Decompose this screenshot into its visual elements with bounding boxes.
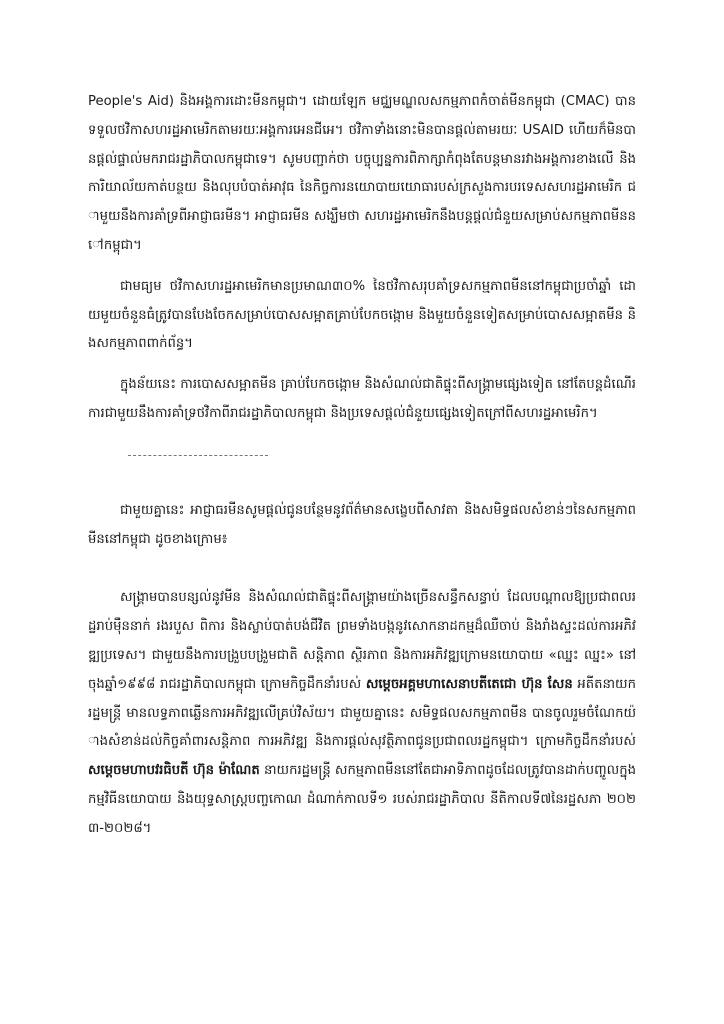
document-body [88,88,636,856]
background-text-2: អតីតនាយករដ្ឋមន្ត្រី មានលទ្ធភាពឆ្លើនការអភិវឌ្ឍលើគ្រប់វិស័យ។ ជាមួយគ្នានេះ សមិទ្ធផលសកម្មភាពមីន បានចូលរួមចំណែកយ៉ាងសំខាន់ដល់កិច្ចគាំពារសន្តិភាព ការអភិវឌ្ឍ និងការផ្តល់សុវត្ថិភាពជូនប្រជាពលរដ្ឋកម្ពុជា។ ក្រោមកិច្ចដឹកនាំរបស់ [88,676,636,750]
separator [88,441,636,497]
dashed-divider [128,455,268,456]
paragraph-summary-intro: ជាមួយគ្នានេះ អាជ្ញាធរមីនសូមផ្តល់ជូនបន្ថែមនូវព័ត៌មានសង្ខេបពីសាវតា និងសមិទ្ធផលសំខាន់ៗនៃសកម្មភាពមីននៅកម្ពុជា ដូចខាងក្រោម៖ [88,502,636,547]
paragraph-usaid-funding: People's Aid) និងអង្គការដោះមីនកម្ពុជា។ ដោយឡែក មជ្ឈមណ្ឌលសកម្មភាពកំចាត់មីនកម្ពុជា (CMAC) បានទទួលថវិកាសហរដ្ឋអាមេរិកតាមរយៈអង្គការអេនជីអេ។ ថវិកាទាំងនោះមិនបានផ្តល់តាមរយៈ USAID ហើយក៏មិនបានផ្តល់ផ្ទាល់មករាជរដ្ឋាភិបាលកម្ពុជាទេ។ សូមបញ្ជាក់ថា បច្ចុប្បន្នការពិភាក្សាកំពុងតែបន្តមានរវាងអង្គការខាងលើ និងការិយាល័យកាត់បន្ថយ និងលុបបំបាត់អាវុធ នៃកិច្ចការនយោបាយយោធារបស់ក្រសួងការបរទេសសហរដ្ឋអាមេរិក ជាមួយនឹងការគាំទ្រពីអាជ្ញាធរមីន។ អាជ្ញាធរមីន សង្ឃឹមថា សហរដ្ឋអាមេរិកនឹងបន្តផ្តល់ជំនួយសម្រាប់សកម្មភាពមីននៅកម្ពុជា។ [88,94,636,253]
leader-name-2: សម្តេចមហាបវរធិបតី ហ៊ុន ម៉ាណែត [88,763,260,779]
leader-name-1: សម្តេចអគ្គមហាសេនាបតីតេជោ ហ៊ុន សែន [365,676,573,692]
paragraph-budget-share: ជាមធ្យម ថវិកាសហរដ្ឋអាមេរិកមានប្រមាណ៣០% នៃថវិកាសរុបគាំទ្រសកម្មភាពមីននៅកម្ពុជាប្រចាំឆ្នាំ ដោយមួយចំនួនធំត្រូវបានបែងចែកសម្រាប់បោសសម្អាតគ្រាប់បែកចង្កោម និងមួយចំនួនទៀតសម្រាប់បោសសម្អាតមីន និងសកម្មភាពពាក់ព័ន្ធ។ [88,278,636,352]
paragraph-background-achievements [88,584,636,843]
background-text-1: សង្គ្រាមបានបន្សល់នូវមីន និងសំណល់ជាតិផ្ទុះពីសង្គ្រាមយ៉ាងច្រើនសន្ធឹកសន្ធាប់ ដែលបណ្តាលឱ្យប្រជាពលរដ្ឋរាប់ម៉ឺននាក់ រងរបួស ពិការ និងស្លាប់បាត់បង់ជីវិត ព្រមទាំងបង្កនូវសោកនាដកម្មដ៏ឈឺចាប់ និងរាំងស្ទះដល់ការអភិវឌ្ឍប្រទេស។ ជាមួយនឹងការបង្រួបបង្រួមជាតិ សន្តិភាព ស្ថិរភាព និងការអភិវឌ្ឍក្រោមនយោបាយ «ឈ្នះ ឈ្នះ» នៅចុងឆ្នាំ១៩៩៨ រាជរដ្ឋាភិបាលកម្ពុជា ក្រោមកិច្ចដឹកនាំរបស់ [88,590,636,692]
paragraph-clearance-continues: ក្នុងន័យនេះ ការបោសសម្អាតមីន គ្រាប់បែកចង្កោម និងសំណល់ជាតិផ្ទុះពីសង្គ្រាមផ្សេងទៀត នៅតែបន្តដំណើរការជាមួយនឹងការគាំទ្រថវិកាពីរាជរដ្ឋាភិបាលកម្ពុជា និងប្រទេសផ្តល់ជំនួយផ្សេងទៀតក្រៅពីសហរដ្ឋអាមេរិក។ [88,377,636,421]
background-text-3: នាយករដ្ឋមន្ត្រី សកម្មភាពមីននៅតែជាអាទិភាពដូចដែលត្រូវបានដាក់បញ្ចូលក្នុង កម្មវិធីនយោបាយ និងយុទ្ធសាស្ត្របញ្ចកោណ ដំណាក់កាលទី១ របស់រាជរដ្ឋាភិបាល នីតិកាលទី៧នៃរដ្ឋសភា ២០២៣-២០២៨។ [88,763,636,836]
